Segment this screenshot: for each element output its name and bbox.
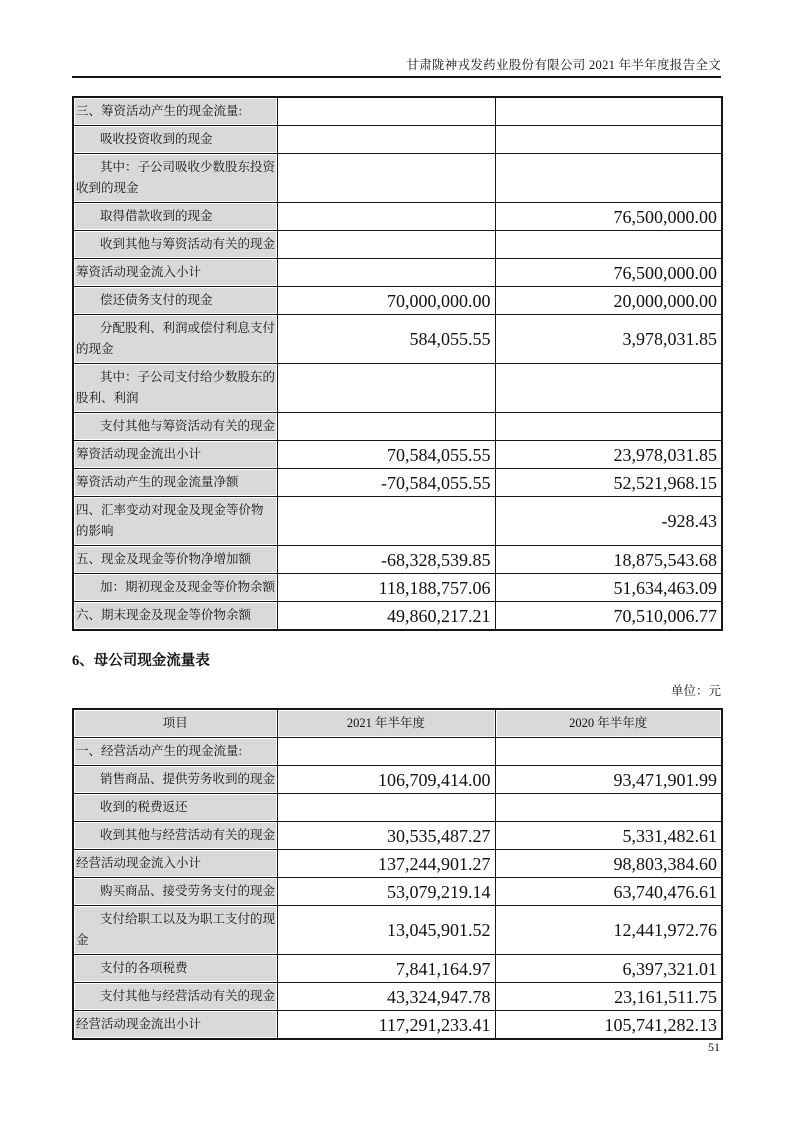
report-header-title: 甘肃陇神戎发药业股份有限公司 2021 年半年度报告全文 bbox=[406, 58, 721, 72]
section-heading: 6、母公司现金流量表 bbox=[72, 653, 210, 669]
row-value-2020: 63,740,476.61 bbox=[495, 878, 722, 906]
row-label: 其中：子公司支付给少数股东的股利、利润 bbox=[73, 364, 277, 413]
row-value-2021 bbox=[277, 413, 495, 441]
row-value-2021 bbox=[277, 97, 495, 126]
row-label: 收到其他与经营活动有关的现金 bbox=[73, 822, 277, 850]
row-value-2021: 118,188,757.06 bbox=[277, 574, 495, 602]
row-value-2021: -68,328,539.85 bbox=[277, 546, 495, 574]
row-value-2021 bbox=[277, 259, 495, 287]
row-value-2020: 76,500,000.00 bbox=[495, 203, 722, 231]
table-row bbox=[73, 983, 722, 1011]
row-value-2021: 49,860,217.21 bbox=[277, 602, 495, 631]
table-row bbox=[73, 315, 722, 364]
row-value-2020 bbox=[495, 364, 722, 413]
row-value-2020: 93,471,901.99 bbox=[495, 766, 722, 794]
row-value-2021 bbox=[277, 738, 495, 766]
row-value-2021 bbox=[277, 203, 495, 231]
row-label: 经营活动现金流出小计 bbox=[73, 1011, 277, 1040]
row-value-2021: 117,291,233.41 bbox=[277, 1011, 495, 1040]
row-value-2021: 7,841,164.97 bbox=[277, 955, 495, 983]
consolidated-table-body bbox=[73, 97, 722, 630]
row-label: 吸收投资收到的现金 bbox=[73, 126, 277, 154]
row-value-2020: 52,521,968.15 bbox=[495, 469, 722, 497]
row-label: 收到的税费返还 bbox=[73, 794, 277, 822]
row-value-2021: 43,324,947.78 bbox=[277, 983, 495, 1011]
row-value-2020: 5,331,482.61 bbox=[495, 822, 722, 850]
table-row bbox=[73, 231, 722, 259]
row-value-2020 bbox=[495, 413, 722, 441]
table-row bbox=[73, 878, 722, 906]
col-header-2020: 2020 年半年度 bbox=[495, 709, 722, 738]
table-row bbox=[73, 794, 722, 822]
report-header bbox=[72, 0, 721, 78]
row-label: 支付给职工以及为职工支付的现金 bbox=[73, 906, 277, 955]
row-value-2020: 105,741,282.13 bbox=[495, 1011, 722, 1040]
row-value-2021: 13,045,901.52 bbox=[277, 906, 495, 955]
row-value-2020: 23,978,031.85 bbox=[495, 441, 722, 469]
table-header-row bbox=[73, 709, 722, 738]
row-label: 六、期末现金及现金等价物余额 bbox=[73, 602, 277, 631]
row-value-2020: 6,397,321.01 bbox=[495, 955, 722, 983]
row-label: 五、现金及现金等价物净增加额 bbox=[73, 546, 277, 574]
row-value-2020: 12,441,972.76 bbox=[495, 906, 722, 955]
table-row bbox=[73, 126, 722, 154]
table-row bbox=[73, 441, 722, 469]
row-label: 支付其他与筹资活动有关的现金 bbox=[73, 413, 277, 441]
row-value-2020 bbox=[495, 154, 722, 203]
row-value-2020 bbox=[495, 794, 722, 822]
row-value-2020: 51,634,463.09 bbox=[495, 574, 722, 602]
row-value-2020: 70,510,006.77 bbox=[495, 602, 722, 631]
table-row bbox=[73, 850, 722, 878]
row-value-2020: 20,000,000.00 bbox=[495, 287, 722, 315]
row-value-2021: 70,000,000.00 bbox=[277, 287, 495, 315]
row-label: 支付的各项税费 bbox=[73, 955, 277, 983]
row-value-2020: 76,500,000.00 bbox=[495, 259, 722, 287]
row-value-2021 bbox=[277, 154, 495, 203]
table-row bbox=[73, 413, 722, 441]
consolidated-cash-flow-table bbox=[72, 96, 723, 631]
table-row bbox=[73, 259, 722, 287]
row-value-2020 bbox=[495, 738, 722, 766]
row-value-2021 bbox=[277, 231, 495, 259]
table-row bbox=[73, 497, 722, 546]
row-value-2021: 106,709,414.00 bbox=[277, 766, 495, 794]
row-value-2020: 18,875,543.68 bbox=[495, 546, 722, 574]
table-row bbox=[73, 1011, 722, 1040]
table-row bbox=[73, 97, 722, 126]
table-row bbox=[73, 766, 722, 794]
row-label: 筹资活动产生的现金流量净额 bbox=[73, 469, 277, 497]
row-value-2021 bbox=[277, 497, 495, 546]
table-row bbox=[73, 906, 722, 955]
row-label: 筹资活动现金流入小计 bbox=[73, 259, 277, 287]
row-value-2020 bbox=[495, 231, 722, 259]
table-row bbox=[73, 574, 722, 602]
row-label: 偿还债务支付的现金 bbox=[73, 287, 277, 315]
row-value-2021 bbox=[277, 126, 495, 154]
col-header-item: 项目 bbox=[73, 709, 277, 738]
row-label: 加：期初现金及现金等价物余额 bbox=[73, 574, 277, 602]
table-row bbox=[73, 738, 722, 766]
page-number: 51 bbox=[708, 1040, 720, 1054]
row-label: 经营活动现金流入小计 bbox=[73, 850, 277, 878]
row-value-2021: 53,079,219.14 bbox=[277, 878, 495, 906]
row-label: 收到其他与筹资活动有关的现金 bbox=[73, 231, 277, 259]
row-value-2021 bbox=[277, 364, 495, 413]
row-value-2020 bbox=[495, 126, 722, 154]
table-row bbox=[73, 546, 722, 574]
parent-table-body bbox=[73, 738, 722, 1040]
row-value-2021: 584,055.55 bbox=[277, 315, 495, 364]
row-value-2021 bbox=[277, 794, 495, 822]
row-value-2020: 3,978,031.85 bbox=[495, 315, 722, 364]
row-label: 四、汇率变动对现金及现金等价物的影响 bbox=[73, 497, 277, 546]
row-label: 其中：子公司吸收少数股东投资收到的现金 bbox=[73, 154, 277, 203]
row-value-2020: 23,161,511.75 bbox=[495, 983, 722, 1011]
row-value-2020 bbox=[495, 97, 722, 126]
row-label: 取得借款收到的现金 bbox=[73, 203, 277, 231]
row-value-2020: -928.43 bbox=[495, 497, 722, 546]
row-label: 支付其他与经营活动有关的现金 bbox=[73, 983, 277, 1011]
col-header-2021: 2021 年半年度 bbox=[277, 709, 495, 738]
table-row bbox=[73, 955, 722, 983]
table-row bbox=[73, 469, 722, 497]
table-row bbox=[73, 364, 722, 413]
row-label: 销售商品、提供劳务收到的现金 bbox=[73, 766, 277, 794]
row-label: 三、筹资活动产生的现金流量: bbox=[73, 97, 277, 126]
table-row bbox=[73, 822, 722, 850]
unit-label: 单位：元 bbox=[670, 684, 721, 698]
table-row bbox=[73, 154, 722, 203]
table-row bbox=[73, 287, 722, 315]
row-label: 一、经营活动产生的现金流量: bbox=[73, 738, 277, 766]
row-label: 筹资活动现金流出小计 bbox=[73, 441, 277, 469]
row-value-2021: 137,244,901.27 bbox=[277, 850, 495, 878]
table-row bbox=[73, 203, 722, 231]
parent-cash-flow-table bbox=[72, 708, 723, 1040]
row-value-2020: 98,803,384.60 bbox=[495, 850, 722, 878]
row-label: 购买商品、接受劳务支付的现金 bbox=[73, 878, 277, 906]
row-label: 分配股利、利润或偿付利息支付的现金 bbox=[73, 315, 277, 364]
row-value-2021: 30,535,487.27 bbox=[277, 822, 495, 850]
table-row bbox=[73, 602, 722, 631]
row-value-2021: 70,584,055.55 bbox=[277, 441, 495, 469]
row-value-2021: -70,584,055.55 bbox=[277, 469, 495, 497]
